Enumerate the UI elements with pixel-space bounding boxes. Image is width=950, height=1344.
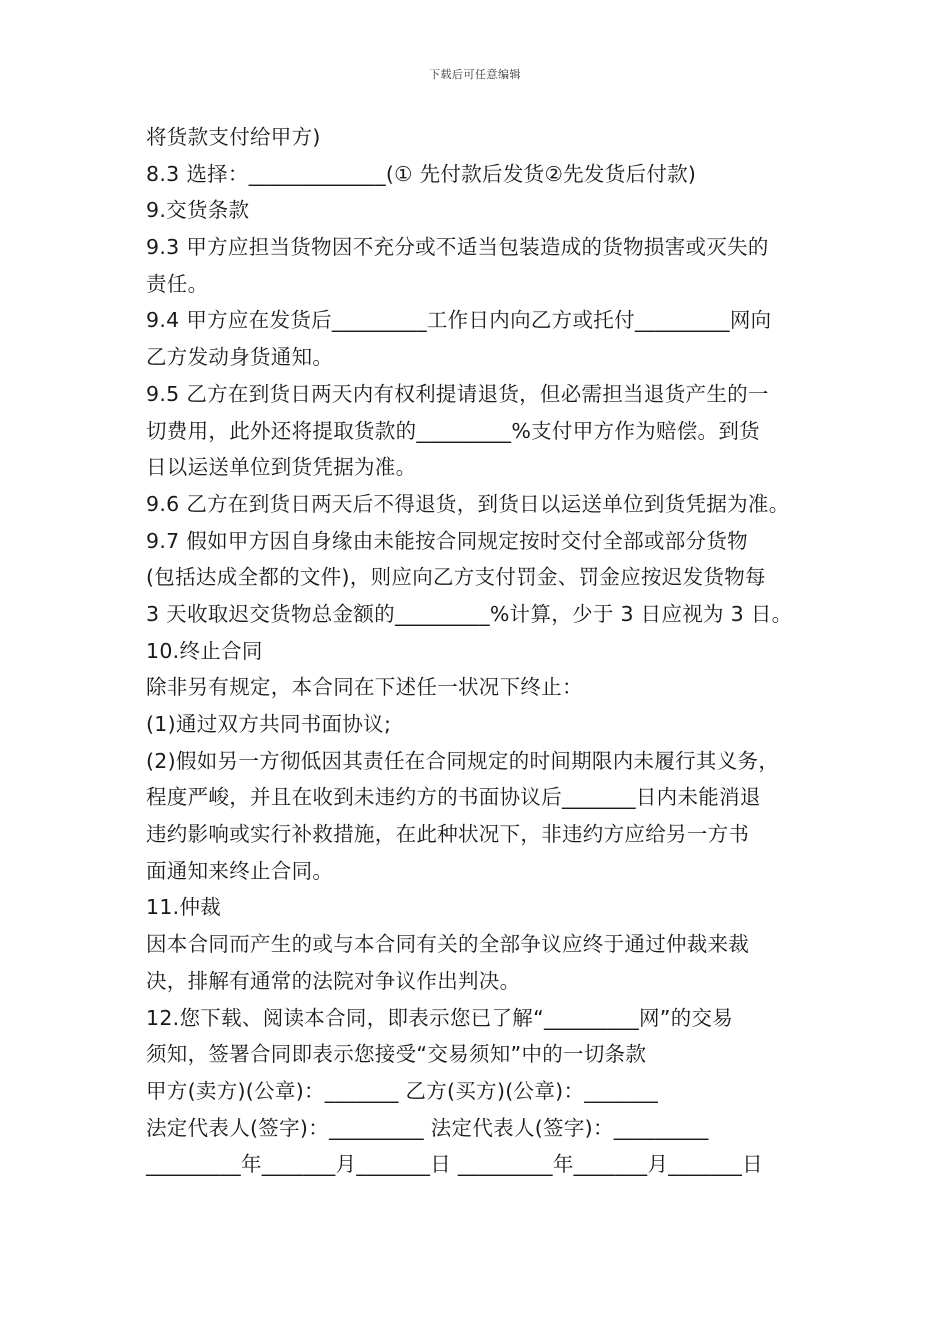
page-header: 下载后可任意编辑 (429, 68, 521, 81)
text-line: 除非另有规定，本合同在下述任一状况下终止： (146, 675, 583, 700)
text-line: 因本合同而产生的或与本合同有关的全部争议应终于通过仲裁来裁 (146, 932, 750, 957)
signature-line: 甲方(卖方)(公章)：_______ 乙方(买方)(公章)：_______ (146, 1078, 659, 1103)
text-line: 9.5 乙方在到货日两天内有权利提请退货，但必需担当退货产生的一 (146, 381, 769, 406)
text-line: 12.您下载、阅读本合同，即表示您已了解“_________网”的交易 (146, 1005, 734, 1030)
text-line: 违约影响或实行补救措施，在此种状况下，非违约方应给另一方书 (146, 822, 750, 847)
section-heading: 9.交货条款 (146, 198, 250, 223)
text-line: 决，排解有通常的法院对争议作出判决。 (146, 968, 521, 993)
section-heading: 10.终止合同 (146, 638, 263, 663)
document-body (146, 119, 816, 1183)
text-line: (包括达成全都的文件)，则应向乙方支付罚金、罚金应按迟发货物每 (146, 565, 766, 590)
text-line: 须知，签署合同即表示您接受“交易须知”中的一切条款 (146, 1042, 647, 1067)
signature-line: 法定代表人(签字)：_________ 法定代表人(签字)：_________ (146, 1115, 709, 1140)
section-heading: 11.仲裁 (146, 895, 222, 920)
text-line: 9.4 甲方应在发货后_________工作日内向乙方或托付_________网向 (146, 308, 772, 333)
text-line: 9.6 乙方在到货日两天后不得退货，到货日以运送单位到货凭据为准。 (146, 491, 790, 516)
text-line: (2)假如另一方彻低因其责任在合同规定的时间期限内未履行其义务， (146, 748, 780, 773)
text-line: 责任。 (146, 271, 209, 296)
text-line: 3 天收取迟交货物总金额的_________%计算，少于 3 日应视为 3 日。 (146, 601, 793, 626)
text-line: 9.7 假如甲方因自身缘由未能按合同规定按时交付全部或部分货物 (146, 528, 748, 553)
date-line: _________年_______月_______日 _________年_______月_______日 (146, 1152, 763, 1177)
text-line: 9.3 甲方应担当货物因不充分或不适当包装造成的货物损害或灭失的 (146, 235, 769, 260)
text-line: 面通知来终止合同。 (146, 858, 334, 883)
text-line: 程度严峻，并且在收到未违约方的书面协议后_______日内未能消退 (146, 785, 761, 810)
text-line: 日以运送单位到货凭据为准。 (146, 455, 417, 480)
text-line: 切费用，此外还将提取货款的_________%支付甲方作为赔偿。到货 (146, 418, 760, 443)
text-line: 乙方发动身货通知。 (146, 345, 334, 370)
text-line: (1)通过双方共同书面协议; (146, 712, 392, 736)
text-line: 将货款支付给甲方) (146, 125, 321, 149)
text-line: 8.3 选择：_____________(① 先付款后发货②先发货后付款) (146, 161, 697, 186)
